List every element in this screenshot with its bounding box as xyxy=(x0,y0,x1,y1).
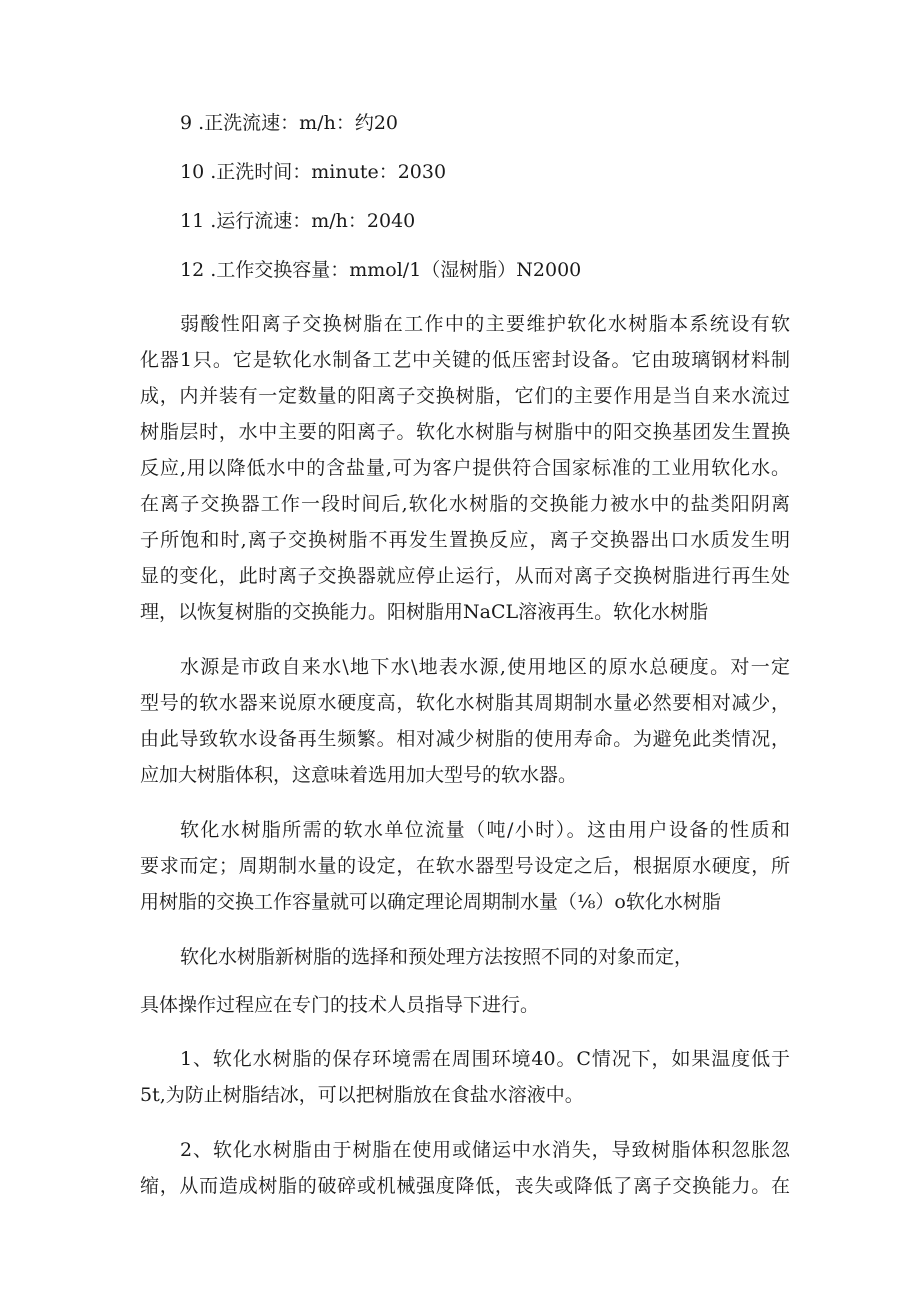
list-item-12: 12 .工作交换容量：mmol/1（湿树脂）N2000 xyxy=(180,259,582,281)
paragraph-line: 显的变化，此时离子交换器就应停止运行，从而对离子交换树脂进行再生处 xyxy=(140,565,790,587)
paragraph-line: 用树脂的交换工作容量就可以确定理论周期制水量（⅛）o软化水树脂 xyxy=(140,891,721,913)
paragraph-line: 化器1只。它是软化水制备工艺中关键的低压密封设备。它由玻璃钢材料制 xyxy=(140,349,790,371)
paragraph-line: 型号的软水器来说原水硬度高，软化水树脂其周期制水量必然要相对减少， xyxy=(140,692,790,714)
paragraph-line: 缩，从而造成树脂的破碎或机械强度降低，丧失或降低了离子交换能力。在 xyxy=(140,1175,790,1197)
paragraph-line: 1、软化水树脂的保存环境需在周围环境40。C情况下，如果温度低于 xyxy=(180,1048,790,1070)
paragraph-line: 5t,为防止树脂结冰，可以把树脂放在食盐水溶液中。 xyxy=(140,1084,584,1106)
paragraph-line: 应加大树脂体积，这意味着选用加大型号的软水器。 xyxy=(140,764,578,786)
paragraph-line: 水源是市政自来水\地下水\地表水源,使用地区的原水总硬度。对一定 xyxy=(180,656,790,678)
paragraph-line: 反应,用以降低水中的含盐量,可为客户提供符合国家标准的工业用软化水。 xyxy=(140,457,790,479)
paragraph-line: 理，以恢复树脂的交换能力。阳树脂用NaCL溶液再生。软化水树脂 xyxy=(140,601,709,623)
list-item-10: 10 .正洗时间：minute：2030 xyxy=(180,161,447,183)
paragraph-line: 在离子交换器工作一段时间后,软化水树脂的交换能力被水中的盐类阳阴离 xyxy=(140,493,790,515)
paragraph-line: 软化水树脂所需的软水单位流量（吨/小时）。这由用户设备的性质和 xyxy=(180,819,790,841)
paragraph-line: 子所饱和时,离子交换树脂不再发生置换反应，离子交换器出口水质发生明 xyxy=(140,529,790,551)
paragraph-line: 成，内并装有一定数量的阳离子交换树脂，它们的主要作用是当自来水流过 xyxy=(140,385,790,407)
list-item-9: 9 .正洗流速：m/h：约20 xyxy=(180,112,398,134)
paragraph-line: 要求而定；周期制水量的设定，在软水器型号设定之后，根据原水硬度，所 xyxy=(140,855,790,877)
paragraph-line: 由此导致软水设备再生频繁。相对减少树脂的使用寿命。为避免此类情况， xyxy=(140,728,790,750)
paragraph-line: 具体操作过程应在专门的技术人员指导下进行。 xyxy=(140,994,540,1016)
paragraph-line: 树脂层时，水中主要的阳离子。软化水树脂与树脂中的阳交换基团发生置换 xyxy=(140,421,790,443)
paragraph-line: 2、软化水树脂由于树脂在使用或储运中水消失，导致树脂体积忽胀忽 xyxy=(180,1139,790,1161)
list-item-11: 11 .运行流速：m/h：2040 xyxy=(180,210,416,232)
paragraph-line: 弱酸性阳离子交换树脂在工作中的主要维护软化水树脂本系统设有软 xyxy=(180,313,790,335)
paragraph-line: 软化水树脂新树脂的选择和预处理方法按照不同的对象而定， xyxy=(180,946,694,968)
